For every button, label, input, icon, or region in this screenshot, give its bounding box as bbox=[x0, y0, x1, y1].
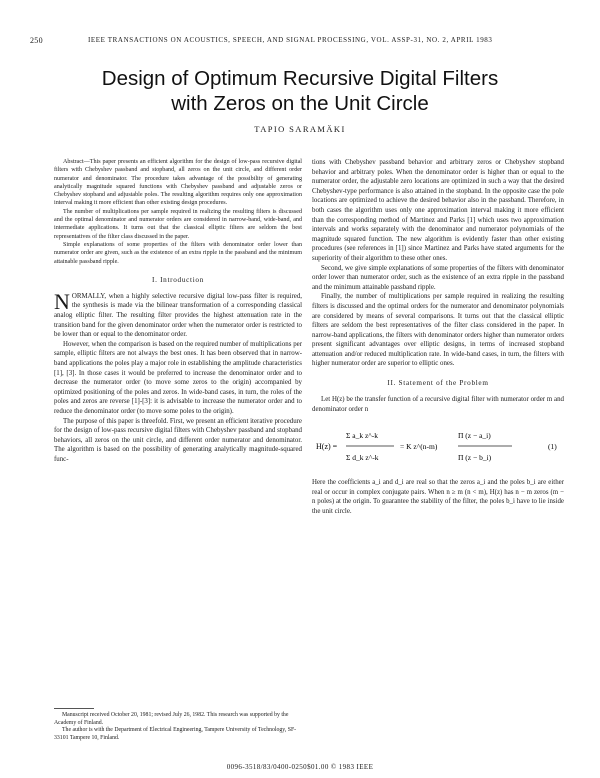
body-paragraph: tions with Chebyshev passband behavior and arbitrary zeros or Chebyshev stopband behavior and arbitrary poles. When the denominator order is higher than or equal to the numerator order, the adjustable zero locations are optimized in such a way that the desired Chebyshev-type performance is also attained in the stopband. In the opposite case the pole locations are optimized to achieve the desired behavior also in the passband. Therefore, in both cases the algorithm uses only one approximation interval making it more efficient than the corresponding method of Martinez and Parks [1] which uses two approximation intervals and works separately with the denominator and numerator polynomials of the magnitude squared function. The new algorithm is evidently faster than other existing procedures (see references in [1]) since Martinez and Parks have stated arguments for the superiority of their algorithm to these other ones. bbox=[312, 159, 564, 262]
title-line-1: Design of Optimum Recursive Digital Filters bbox=[101, 67, 499, 90]
equation-numerator-product: Π (z − a_i) bbox=[458, 431, 491, 441]
body-paragraph: The purpose of this paper is threefold. First, we present an efficient iterative procedure for the design of low-pass recursive digital filters with Chebyshev passband and stopband behaviors, all zeros on the unit circle, and different order numerator and denominator. The algorithm is based on the possibility of generating analytically magnitude-squared func- bbox=[54, 417, 302, 463]
abstract-paragraph: The number of multiplications per sample required in realizing the resulting filters is discussed and the optimal denominator and numerator orders are considered in narrow-band, wide-band, and intermediate applications. It turns out that the classical elliptic filters are seldom the best representatives of the filter class discussed in the paper. bbox=[54, 208, 302, 240]
equation-number: (1) bbox=[548, 442, 557, 452]
footnotes bbox=[54, 708, 302, 742]
drop-cap: N bbox=[54, 288, 70, 314]
right-column bbox=[312, 158, 564, 517]
footnote: The author is with the Department of Electrical Engineering, Tampere University of Technology, SF-33101 Tampere 10, Finland. bbox=[54, 727, 297, 741]
section-heading-problem: II. Statement of the Problem bbox=[387, 379, 489, 388]
footnote: Manuscript received October 20, 1981; revised July 26, 1982. This research was supported by the Academy of Finland. bbox=[54, 712, 289, 726]
left-column bbox=[54, 158, 302, 465]
footnote-rule bbox=[54, 708, 94, 709]
body-paragraph: Finally, the number of multiplications per sample required in realizing the resulting filters is discussed and the optimal orders for the numerator and denominator polynomials are considered by means of several comparisons. It turns out that the classical elliptic filters are seldom the best representatives of the filter class considered in the paper. In narrow-band applications, the filters with denominator orders higher than numerator orders present significant advantages over elliptic designs, in terms of increased stopband attenuation and/or reduced multiplication rate. In wide-band cases, in turn, the filters with higher numerator order are superior to elliptic ones. bbox=[312, 293, 564, 368]
body-paragraph: Here the coefficients a_i and d_i are real so that the zeros a_i and the poles b_i are either real or occur in complex conjugate pairs. When n ≥ m (n < m), H(z) has n − m zeros (m − n poles) at the origin. To guarantee the stability of the filter, the poles b_i have to lie inside the unit circle. bbox=[312, 479, 564, 516]
equation-numerator-sum: Σ a_k z^-k bbox=[346, 431, 379, 441]
section-heading-introduction: I. Introduction bbox=[151, 275, 205, 284]
body-paragraph: ORMALLY, when a highly selective recursive digital low-pass filter is required, the synthesis is made via the bilinear transformation of a corresponding classical analog elliptic filter. The resulting filter provides the highest attenuation rate in the transition band for the given denominator order when the numerator order is restricted to be lower than or equal to the denominator order. bbox=[54, 292, 302, 339]
introduction-body bbox=[54, 288, 302, 465]
paper-title bbox=[40, 66, 560, 116]
copyright-line: 0096-3518/83/0400-0250$01.00 © 1983 IEEE bbox=[226, 763, 374, 771]
abstract-paragraph: Simple explanations of some properties of the filters with denominator order lower than numerator order are given, such as the existence of an extra ripple in the passband and the minimum attainable passband ripple. bbox=[54, 241, 302, 265]
body-paragraph: Second, we give simple explanations of some properties of the filters with denominator order lower than numerator order, such as the existence of an extra ripple in the passband and the minimum attainable passband ripple. bbox=[312, 264, 564, 291]
author-name: TAPIO SARAMÄKI bbox=[254, 124, 346, 134]
title-line-2: with Zeros on the Unit Circle bbox=[171, 92, 429, 115]
body-paragraph: However, when the comparison is based on the required number of multiplications per sample, elliptic filters are not always the best ones. It has been observed that in narrow-band applications the poles play a major role in establishing the amplitude characteristics [1], [3]. In those cases it would be preferred to increase the denominator order and to decrease the numerator order (to move some zeros to the origin) accompanied by optimized positioning of the poles and zeros. In wide-band cases, in turn, the roles of the poles and zeros are reverse [1]-[3]: it is advisable to increase the numerator order and to reduce the denominator order (to move some poles to the origin). bbox=[54, 340, 302, 415]
journal-line: IEEE TRANSACTIONS ON ACOUSTICS, SPEECH, AND SIGNAL PROCESSING, VOL. ASSP-31, NO. 2, APRIL 1983 bbox=[88, 36, 493, 44]
equation-denominator-product: Π (z − b_i) bbox=[458, 453, 492, 463]
abstract-paragraph: Abstract—This paper presents an efficient algorithm for the design of low-pass recursive digital filters with Chebyshev passband and stopband, all zeros on the unit circle, and different order numerator and denominator. The procedure takes advantage of the possibility of generating analytically magnitude squared functions with Chebyshev passband and adjustable zeros or Chebyshev stopband and adjustable poles. The resulting algorithm requires only one approximation interval making it more efficient than other existing design procedures. bbox=[54, 159, 302, 207]
page-number: 250 bbox=[30, 36, 43, 45]
equation-lhs: H(z) = bbox=[316, 442, 338, 452]
equation-denominator-sum: Σ d_k z^-k bbox=[346, 453, 379, 463]
body-paragraph: Let H(z) be the transfer function of a recursive digital filter with numerator order m and denominator order n bbox=[312, 396, 564, 413]
equation-gain: = K z^(n-m) bbox=[400, 442, 438, 452]
equation-1 bbox=[312, 418, 564, 474]
equation-graphic bbox=[312, 418, 564, 474]
abstract bbox=[54, 158, 302, 266]
running-header bbox=[30, 36, 570, 48]
